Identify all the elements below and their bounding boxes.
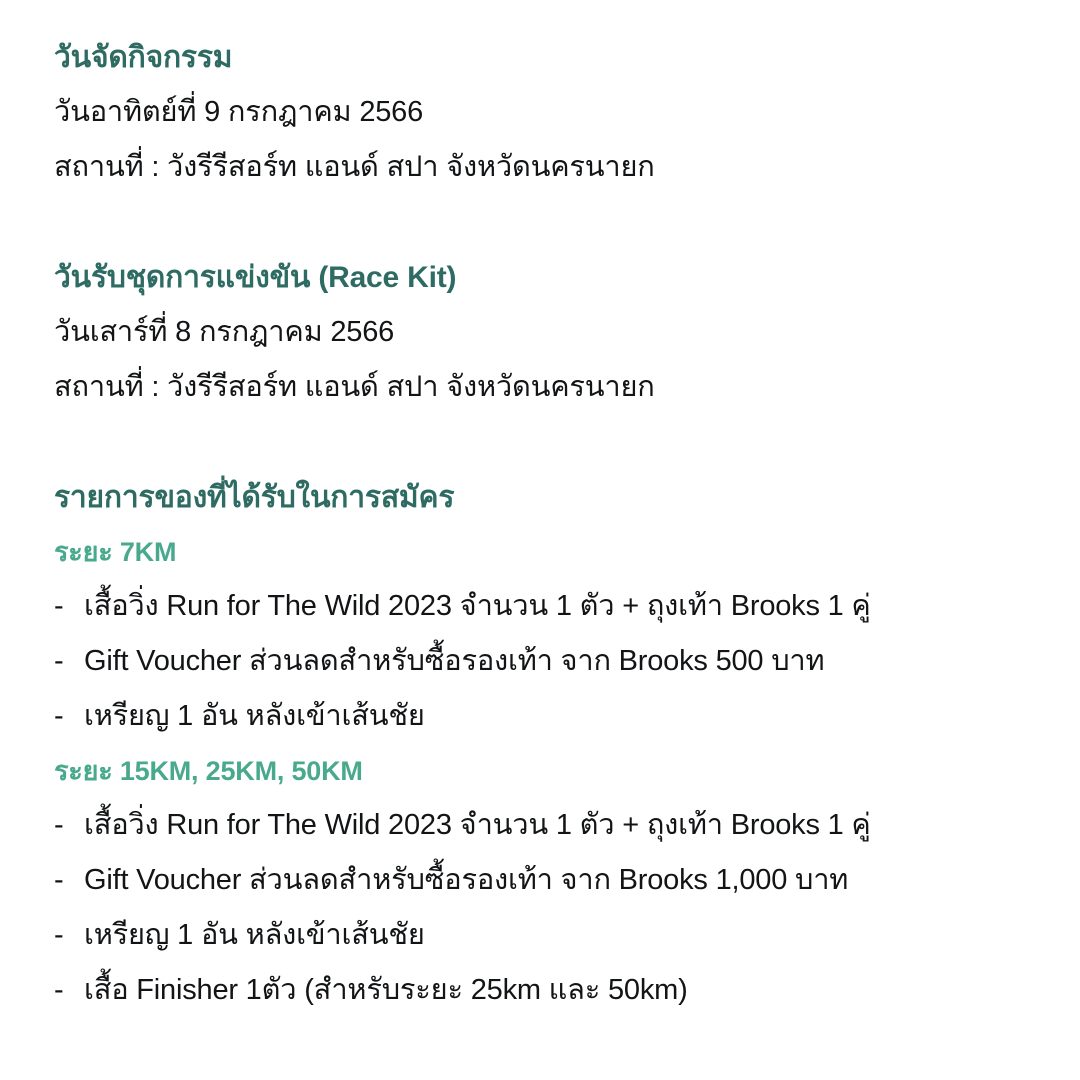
section-event-date [54, 30, 1040, 195]
bullet-dash: - [54, 700, 64, 732]
section-registration-items [54, 470, 1040, 1018]
section-heading-event-date: วันจัดกิจกรรม [54, 41, 233, 74]
section-heading-race-kit: วันรับชุดการแข่งขัน (Race Kit) [54, 261, 457, 294]
race-kit-location-line: สถานที่ : วังรีรีสอร์ท แอนด์ สปา จังหวัดนครนายก [54, 371, 655, 403]
bullet-text-shirt-long: เสื้อวิ่ง Run for The Wild 2023 จำนวน 1 ตัว + ถุงเท้า Brooks 1 คู่ [84, 809, 871, 841]
bullet-text-medal-7km: เหรียญ 1 อัน หลังเข้าเส้นชัย [84, 700, 425, 732]
bullet-text-shirt-7km: เสื้อวิ่ง Run for The Wild 2023 จำนวน 1 ตัว + ถุงเท้า Brooks 1 คู่ [84, 590, 871, 622]
list-item [54, 798, 1040, 853]
list-item [54, 634, 1040, 689]
bullet-dash: - [54, 645, 64, 677]
race-kit-date-line: วันเสาร์ที่ 8 กรกฎาคม 2566 [54, 316, 395, 348]
subheading-distance-15-25-50km: ระยะ 15KM, 25KM, 50KM [54, 756, 363, 786]
bullet-dash: - [54, 919, 64, 951]
list-item [54, 853, 1040, 908]
event-date-line: วันอาทิตย์ที่ 9 กรกฎาคม 2566 [54, 96, 424, 128]
list-item [54, 689, 1040, 744]
bullet-dash: - [54, 974, 64, 1006]
bullet-text-medal-long: เหรียญ 1 อัน หลังเข้าเส้นชัย [84, 919, 425, 951]
list-item [54, 579, 1040, 634]
bullet-text-finisher-shirt: เสื้อ Finisher 1ตัว (สำหรับระยะ 25km และ 50km) [84, 974, 688, 1006]
bullet-dash: - [54, 809, 64, 841]
event-location-line: สถานที่ : วังรีรีสอร์ท แอนด์ สปา จังหวัดนครนายก [54, 151, 655, 183]
section-heading-registration-items: รายการของที่ได้รับในการสมัคร [54, 481, 455, 514]
bullet-text-voucher-7km: Gift Voucher ส่วนลดสำหรับซื้อรองเท้า จาก Brooks 500 บาท [84, 645, 825, 677]
list-item [54, 908, 1040, 963]
list-item [54, 963, 1040, 1018]
bullet-dash: - [54, 590, 64, 622]
section-race-kit [54, 250, 1040, 415]
bullet-text-voucher-long: Gift Voucher ส่วนลดสำหรับซื้อรองเท้า จาก Brooks 1,000 บาท [84, 864, 849, 896]
bullet-dash: - [54, 864, 64, 896]
subheading-distance-7km: ระยะ 7KM [54, 537, 177, 567]
